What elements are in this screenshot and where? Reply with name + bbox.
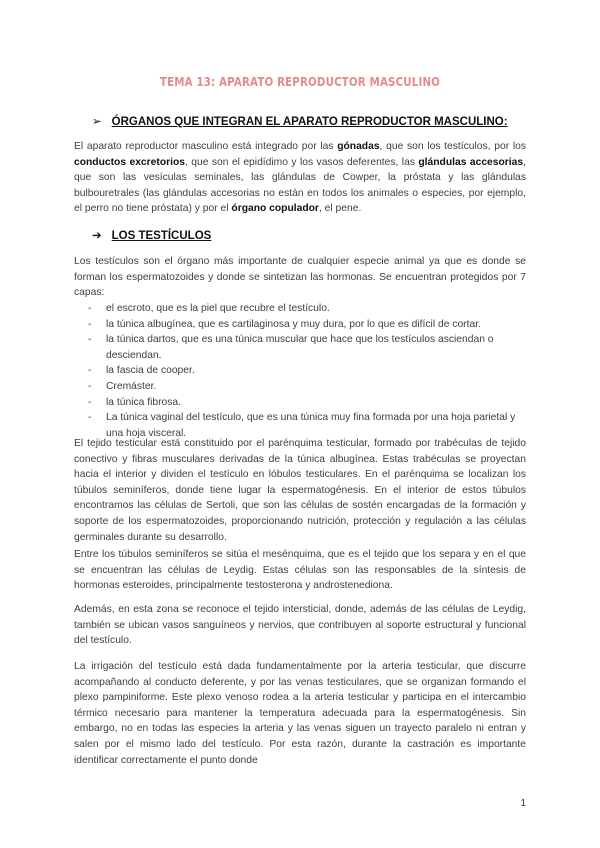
list-item: - La túnica vaginal del testículo, que es una túnica muy fina formada por una hoja parietal y una hoja visceral. bbox=[74, 410, 526, 441]
intro-paragraph bbox=[74, 139, 526, 217]
section-heading-testiculos bbox=[92, 228, 211, 242]
paragraph-tejido-testicular: El tejido testicular está constituido por el parénquima testicular, formado por trabéculas de tejido conectivo y fibras musculares derivadas de la túnica albugínea. Estas trabéculas se proyectan hacia el interior y dividen el testículo en lóbulos testiculares. En el parénquima se localizan los túbulos seminíferos, donde tiene lugar la espermatogénesis. En el interior de estos túbulos encontramos las células de Sertoli, que son las células de sostén encargadas de la formación y soporte de los espermatozoides, proporcionando nutrición, protección y regulación a las células germinales durante su desarrollo. bbox=[74, 438, 526, 543]
intro-text-4: , que son las vesículas seminales, las glándulas de Cowper, la próstata y las glándulas bulbouretrales (las glándulas accesorias no están en todos los animales o especies, por ejemplo, el perro no tiene próstata) y por el bbox=[74, 156, 526, 215]
intro-bold-glandulas: glándulas accesorias bbox=[418, 156, 524, 168]
intro-bold-organo: órgano copulador bbox=[231, 203, 319, 215]
page-title: TEMA 13: APARATO REPRODUCTOR MASCULINO bbox=[159, 74, 441, 89]
paragraph-irrigacion: La irrigación del testículo está dada fundamentalmente por la arteria testicular, que discurre acompañando al conducto deferente, y por las venas testiculares, que se organizan formando el plexo pampiniforme. Este plexo venoso rodea a la arteria testicular y participa en el intercambio térmico necesario para mantener la temperatura adecuada para la espermatogénesis. Sin embargo, no en todas las especies la arteria y las venas siguen un trayecto paralelo ni entran y salen por el mismo lado del testículo. Por esta razón, durante la castración es importante identificar correctamente el punto donde bbox=[74, 661, 526, 766]
list-item: - la túnica albugínea, que es cartilaginosa y muy dura, por lo que es difícil de cortar. bbox=[74, 317, 526, 333]
intro-bold-conductos: conductos excretorios bbox=[74, 156, 185, 168]
intro-text-2: , que son los testículos, por los bbox=[379, 141, 527, 152]
paragraph-tejido-intersticial: Además, en esta zona se reconoce el tejido intersticial, donde, además de las células de Leydig, también se ubican vasos sanguíneos y nervios, que contribuyen al soporte estructural y funcional del testículo. bbox=[74, 604, 526, 647]
paragraph-testiculos-intro: Los testículos son el órgano más importante de cualquier especie animal ya que es donde se forman los espermatozoides y donde se sintetizan las hormonas. Se encuentran protegidos por 7 capas: bbox=[74, 256, 526, 299]
list-item: - la túnica fibrosa. bbox=[74, 395, 526, 411]
page-number: 1 bbox=[520, 798, 526, 809]
list-item: - la fascia de cooper. bbox=[74, 363, 526, 379]
arrowhead-bullet-icon: ➢ bbox=[92, 116, 102, 128]
paragraph-mesenquima: Entre los túbulos seminíferos se sitúa el mesénquima, que es el tejido que los separa y en el que se encuentran las células de Leydig. Estas células son las responsables de la síntesis de hormonas esteroides, principalmente testosterona y androstenediona. bbox=[74, 549, 526, 592]
intro-bold-gonadas: gónadas bbox=[337, 141, 380, 152]
list-item: - la túnica dartos, que es una túnica muscular que hace que los testículos asciendan o desciendan. bbox=[74, 332, 526, 363]
capas-list bbox=[74, 301, 526, 441]
list-item: - Cremáster. bbox=[74, 379, 526, 395]
section-heading-testiculos-text: LOS TESTÍCULOS bbox=[111, 230, 212, 242]
intro-text-3: , que son el epidídimo y los vasos deferentes, las bbox=[185, 156, 419, 168]
section-heading-organos bbox=[92, 114, 508, 128]
intro-text-5: , el pene. bbox=[318, 203, 362, 215]
arrow-bullet-icon: ➔ bbox=[92, 230, 102, 242]
intro-text-1: El aparato reproductor masculino está integrado por las bbox=[74, 141, 338, 152]
section-heading-organos-text: ÓRGANOS QUE INTEGRAN EL APARATO REPRODUCTOR MASCULINO: bbox=[111, 116, 508, 128]
list-item: - el escroto, que es la piel que recubre el testículo. bbox=[74, 301, 526, 317]
